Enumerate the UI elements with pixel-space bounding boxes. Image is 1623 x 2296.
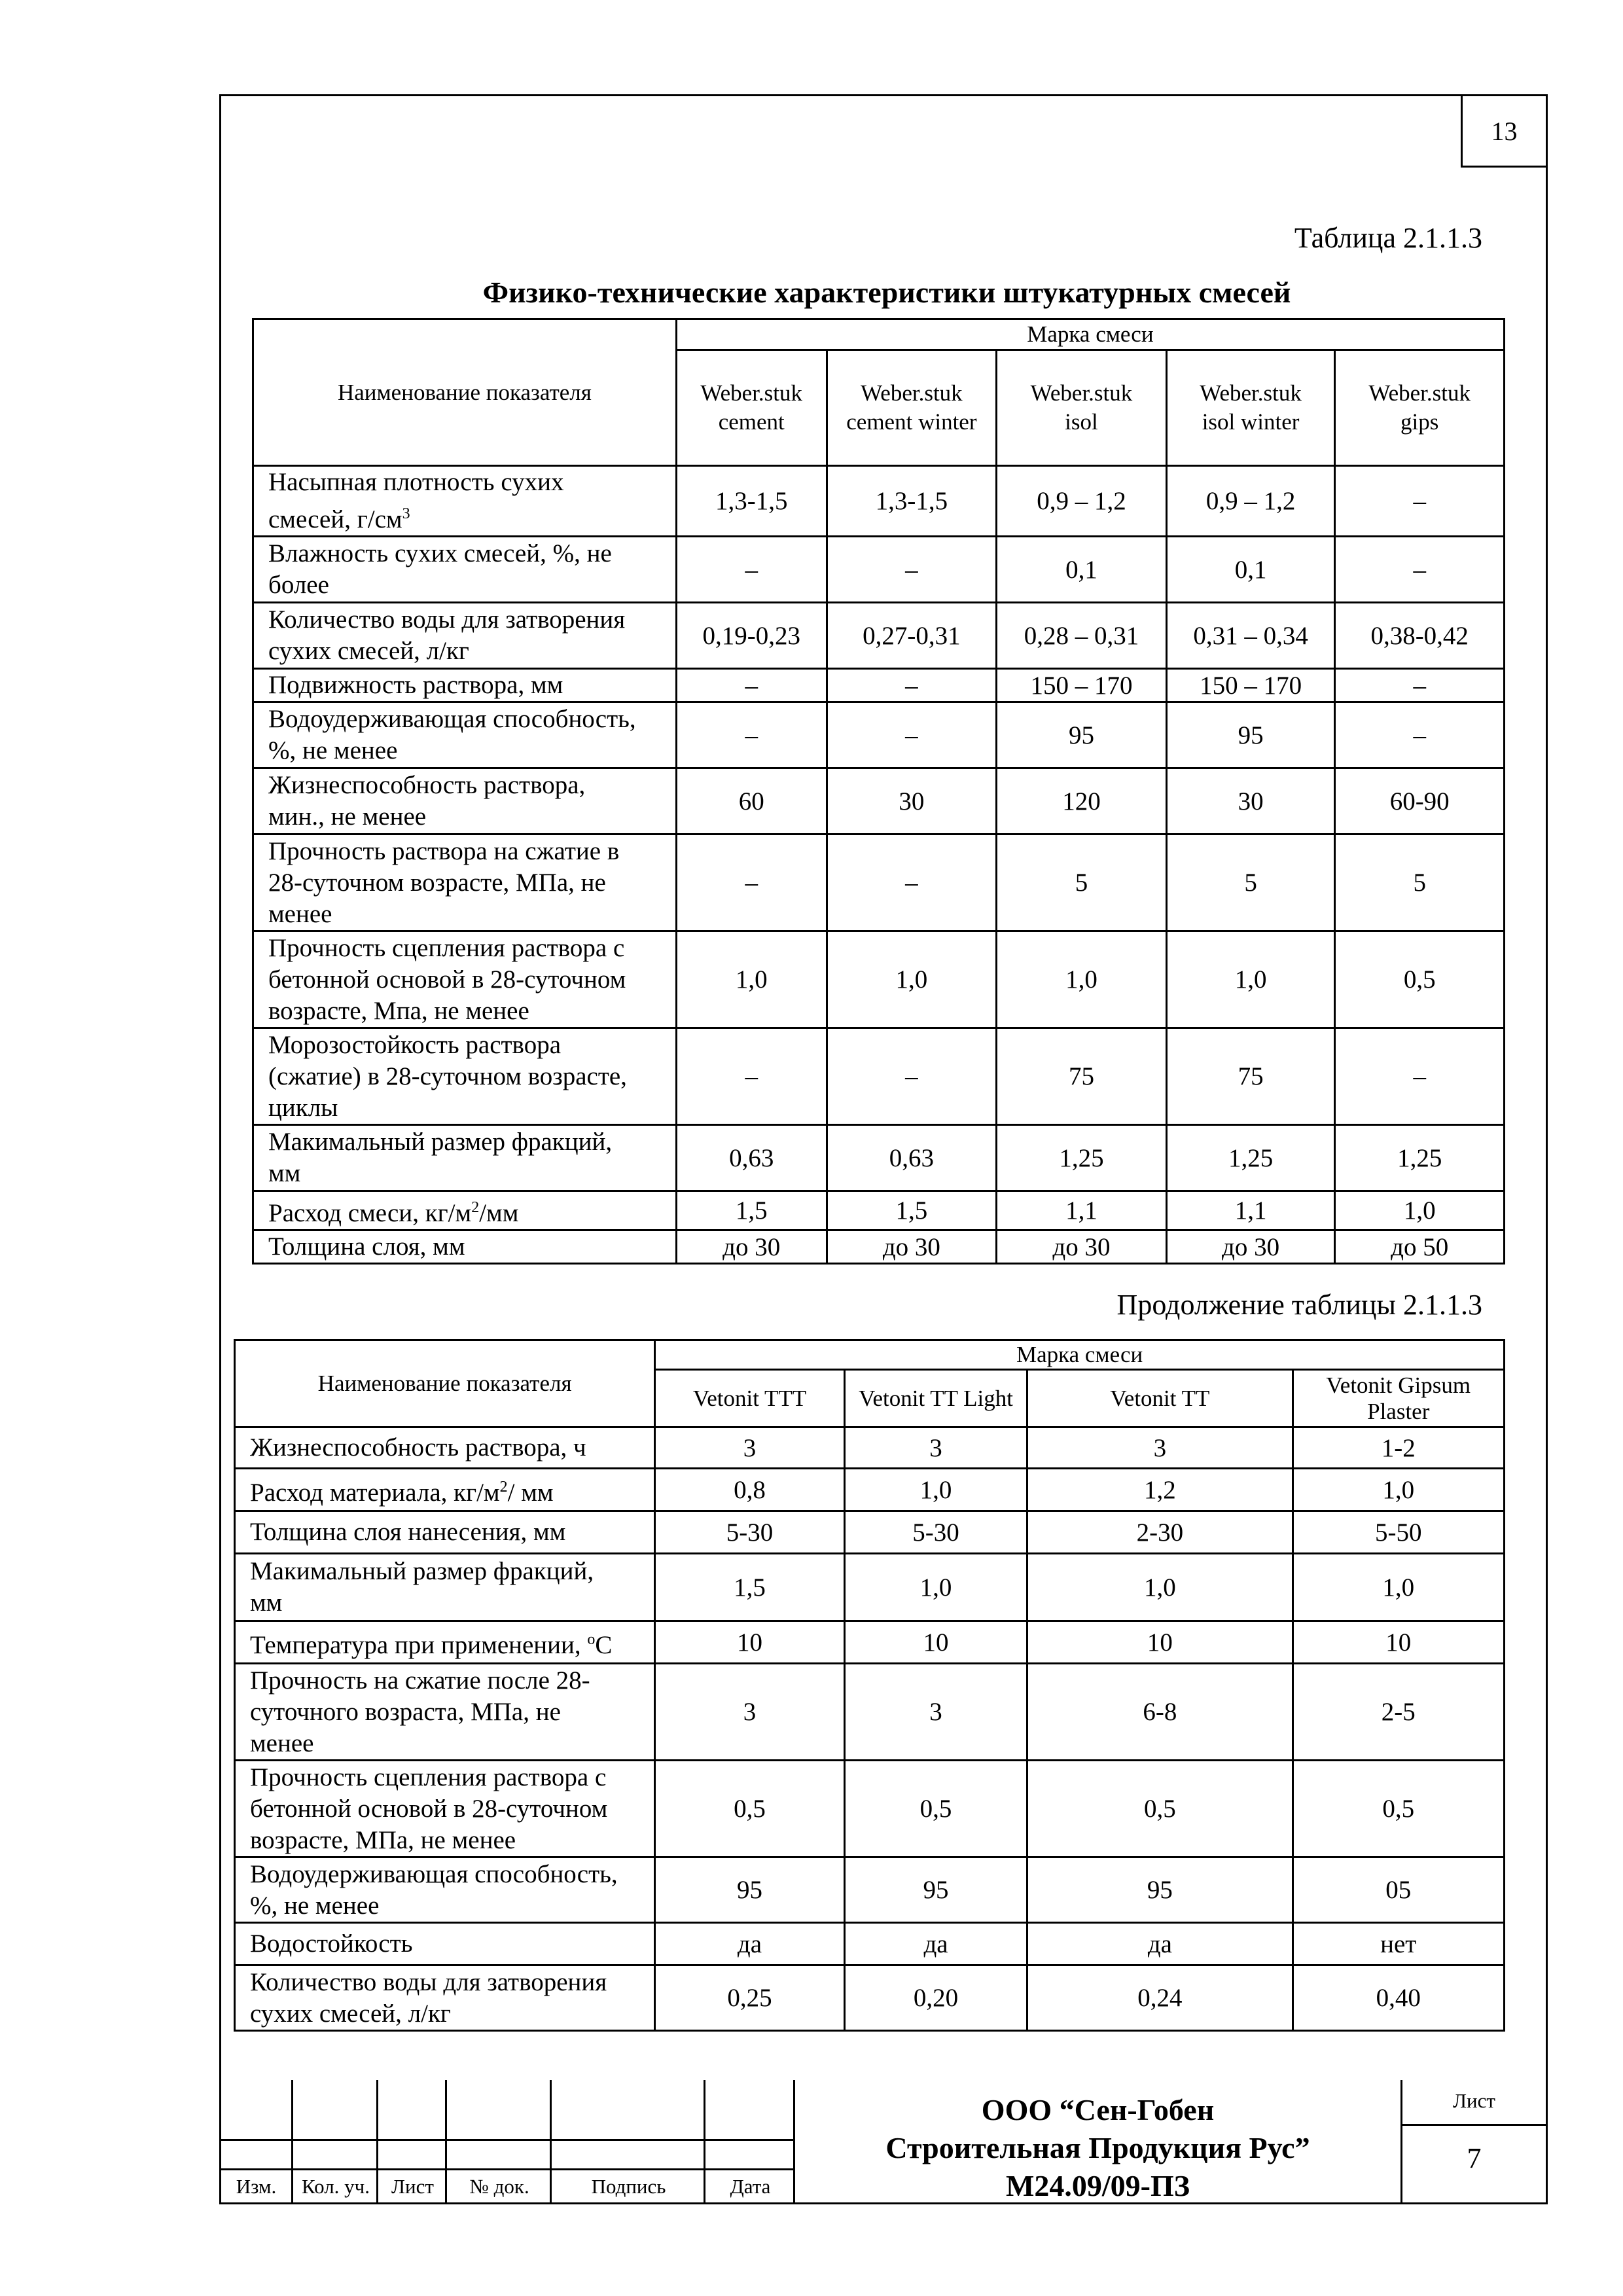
column-header-line: isol winter	[1202, 409, 1300, 435]
column-header-line: Vetonit TT Light	[859, 1385, 1013, 1411]
value-cell: 0,38-0,42	[1335, 603, 1505, 669]
value-cell: 2-5	[1293, 1664, 1505, 1761]
column-header	[827, 350, 997, 466]
table-row	[253, 537, 1505, 603]
value-cell: 0,1	[1166, 537, 1335, 603]
page-number: 13	[1461, 94, 1548, 168]
column-header	[655, 1370, 845, 1427]
stamp-label-signature: Подпись	[591, 2175, 666, 2198]
indicator-text: Расход смеси, кг/м	[268, 1199, 472, 1227]
indicator-name	[235, 1511, 655, 1554]
value-cell: 1,5	[655, 1554, 845, 1621]
value-cell: 1,0	[1166, 931, 1335, 1028]
value-cell: 1,5	[827, 1191, 997, 1230]
value-cell: 0,5	[1293, 1761, 1505, 1857]
indicator-text: Расход материала, кг/м	[250, 1478, 500, 1507]
superscript: 3	[402, 505, 410, 522]
column-header-line: Vetonit TT	[1110, 1385, 1210, 1411]
value-cell: 150 – 170	[997, 669, 1167, 702]
indicator-line: %, не менее	[268, 736, 398, 764]
value-cell: 5-30	[655, 1511, 845, 1554]
value-cell: 30	[1166, 768, 1335, 834]
value-cell: 3	[655, 1427, 845, 1469]
indicator-name	[253, 537, 677, 603]
value-cell: –	[676, 669, 827, 702]
value-cell: 1,0	[1027, 1554, 1293, 1621]
header-row	[253, 319, 1505, 350]
indicator-text: / мм	[507, 1478, 554, 1507]
indicator-name	[253, 1125, 677, 1191]
indicator-line: Водоудерживающая способность,	[268, 705, 636, 733]
value-cell: 0,63	[676, 1125, 827, 1191]
indicator-line: Влажность сухих смесей, %, не	[268, 539, 612, 567]
company-name	[795, 2091, 1400, 2205]
column-header-line: Weber.stuk	[861, 380, 963, 406]
indicator-text: смесей, г/см	[268, 505, 402, 533]
company-line-1: ООО “Сен-Гобен	[981, 2093, 1215, 2126]
indicator-line: Количество воды для затворения	[268, 605, 626, 634]
indicator-line: Толщина слоя, мм	[268, 1232, 465, 1261]
value-cell: –	[827, 1028, 997, 1125]
column-header-line: Weber.stuk	[1200, 380, 1302, 406]
value-cell: –	[827, 537, 997, 603]
sheet-label: Лист	[1453, 2089, 1495, 2112]
value-cell: –	[827, 702, 997, 768]
table-row	[253, 702, 1505, 768]
value-cell: 5	[1166, 834, 1335, 931]
value-cell: 0,5	[1027, 1761, 1293, 1857]
table-row	[235, 1923, 1505, 1965]
value-cell: 3	[844, 1664, 1027, 1761]
value-cell: 0,8	[655, 1469, 845, 1511]
value-cell: 0,25	[655, 1965, 845, 2031]
column-header-line: cement	[718, 409, 785, 435]
value-cell: 10	[844, 1621, 1027, 1664]
value-cell: 60-90	[1335, 768, 1505, 834]
table-row	[235, 1469, 1505, 1511]
indicator-line: менее	[250, 1729, 314, 1757]
indicator-name	[253, 702, 677, 768]
stamp-label-doc: № док.	[469, 2175, 529, 2198]
indicator-text: Температура при применении,	[250, 1630, 588, 1659]
indicator-name	[235, 1427, 655, 1469]
value-cell: 1,25	[1335, 1125, 1505, 1191]
stamp-label-date: Дата	[730, 2175, 771, 2198]
value-cell: 10	[1293, 1621, 1505, 1664]
table-row	[253, 768, 1505, 834]
indicator-line: %, не менее	[250, 1891, 380, 1920]
indicator-line: Морозостойкость раствора	[268, 1030, 562, 1059]
value-cell: 60	[676, 768, 827, 834]
table1	[252, 318, 1505, 1265]
table-row	[235, 1511, 1505, 1554]
indicator-line: более	[268, 571, 329, 599]
table-row	[253, 1028, 1505, 1125]
value-cell: 0,63	[827, 1125, 997, 1191]
value-cell: –	[1335, 669, 1505, 702]
indicator-name	[235, 1965, 655, 2031]
value-cell: 150 – 170	[1166, 669, 1335, 702]
indicator-line: возрасте, Мпа, не менее	[268, 996, 529, 1025]
indicator-name	[235, 1664, 655, 1761]
group-header: Марка смеси	[676, 319, 1504, 350]
group-header: Марка смеси	[655, 1340, 1505, 1370]
value-cell: 95	[1027, 1857, 1293, 1923]
value-cell: 5-50	[1293, 1511, 1505, 1554]
value-cell: –	[676, 702, 827, 768]
value-cell: до 30	[676, 1230, 827, 1264]
column-header-line: Weber.stuk	[1030, 380, 1133, 406]
value-cell: 95	[844, 1857, 1027, 1923]
value-cell: 1,0	[844, 1554, 1027, 1621]
table-row	[235, 1554, 1505, 1621]
table-row	[235, 1761, 1505, 1857]
indicator-name	[253, 466, 677, 537]
column-header-line: Weber.stuk	[700, 380, 803, 406]
value-cell: 0,9 – 1,2	[1166, 466, 1335, 537]
value-cell: 1,3-1,5	[827, 466, 997, 537]
indicator-name	[253, 603, 677, 669]
value-cell: –	[827, 834, 997, 931]
indicator-line: Количество воды для затворения	[250, 1967, 607, 1996]
company-line-2: Строительная Продукция Рус”	[885, 2131, 1310, 2164]
indicator-line: Жизнеспособность раствора,	[268, 771, 586, 799]
value-cell: 0,19-0,23	[676, 603, 827, 669]
table-row	[235, 1621, 1505, 1664]
indicator-line: суточного возраста, МПа, не	[250, 1697, 561, 1726]
indicator-line: Прочность сцепления раствора с	[250, 1763, 607, 1791]
indicator-name	[253, 1230, 677, 1264]
column-header	[676, 350, 827, 466]
value-cell: 1,3-1,5	[676, 466, 827, 537]
value-cell: да	[1027, 1923, 1293, 1965]
indicator-line: мм	[250, 1588, 283, 1617]
indicator-line: Водостойкость	[250, 1929, 413, 1958]
value-cell: 95	[655, 1857, 845, 1923]
indicator-name	[253, 1028, 677, 1125]
indicator-line: возрасте, МПа, не менее	[250, 1825, 516, 1854]
indicator-name	[235, 1469, 655, 1511]
column-header-line: Weber.stuk	[1368, 380, 1471, 406]
value-cell: 95	[997, 702, 1167, 768]
indicator-name	[253, 768, 677, 834]
indicator-line	[268, 498, 675, 535]
sheet-number: 7	[1467, 2142, 1482, 2174]
value-cell: 1,0	[676, 931, 827, 1028]
indicator-line: Прочность на сжатие после 28-	[250, 1666, 590, 1695]
value-cell: 0,20	[844, 1965, 1027, 2031]
column-header-line: gips	[1400, 409, 1439, 435]
value-cell: 0,5	[1335, 931, 1505, 1028]
value-cell: 1,25	[1166, 1125, 1335, 1191]
indicator-text: С	[595, 1630, 613, 1659]
value-cell: 10	[655, 1621, 845, 1664]
value-cell: –	[1335, 466, 1505, 537]
value-cell: 0,24	[1027, 1965, 1293, 2031]
column-header	[1335, 350, 1505, 466]
value-cell: 10	[1027, 1621, 1293, 1664]
indicator-line: бетонной основой в 28-суточном	[250, 1794, 608, 1823]
stamp-label-izm: Изм.	[236, 2175, 277, 2198]
value-cell: 1,25	[997, 1125, 1167, 1191]
value-cell: 0,9 – 1,2	[997, 466, 1167, 537]
indicator-line: Подвижность раствора, мм	[268, 671, 563, 699]
name-header: Наименование показателя	[253, 319, 677, 466]
value-cell: 1,5	[676, 1191, 827, 1230]
value-cell: 75	[1166, 1028, 1335, 1125]
value-cell: 1,0	[844, 1469, 1027, 1511]
column-header-line: isol	[1065, 409, 1098, 435]
value-cell: до 30	[827, 1230, 997, 1264]
value-cell: 0,28 – 0,31	[997, 603, 1167, 669]
value-cell: 6-8	[1027, 1664, 1293, 1761]
value-cell: 0,5	[844, 1761, 1027, 1857]
value-cell: 1,0	[1293, 1554, 1505, 1621]
value-cell: да	[655, 1923, 845, 1965]
value-cell: нет	[1293, 1923, 1505, 1965]
value-cell: –	[1335, 702, 1505, 768]
value-cell: до 30	[1166, 1230, 1335, 1264]
value-cell: 0,40	[1293, 1965, 1505, 2031]
column-header	[1166, 350, 1335, 466]
column-header	[844, 1370, 1027, 1427]
table1-title: Физико-технические характеристики штукатурных смесей	[482, 276, 1291, 309]
table1-caption: Таблица 2.1.1.3	[1294, 222, 1482, 254]
indicator-line: Прочность раствора на сжатие в	[268, 836, 620, 865]
indicator-line: Макимальный размер фракций,	[268, 1128, 613, 1156]
table-row	[253, 669, 1505, 702]
indicator-line: 28-суточном возрасте, МПа, не	[268, 868, 606, 897]
table-row	[253, 466, 1505, 537]
document-code: М24.09/09-ПЗ	[1005, 2169, 1190, 2202]
table-row	[235, 1664, 1505, 1761]
value-cell: 1,0	[1335, 1191, 1505, 1230]
table-row	[253, 834, 1505, 931]
value-cell: –	[676, 537, 827, 603]
indicator-line: мм	[268, 1159, 301, 1187]
value-cell: 95	[1166, 702, 1335, 768]
column-header-line: cement winter	[846, 409, 977, 435]
value-cell: 1,0	[827, 931, 997, 1028]
value-cell: 1,0	[1293, 1469, 1505, 1511]
superscript: 2	[499, 1478, 508, 1496]
indicator-line: сухих смесей, л/кг	[250, 1999, 451, 2028]
table-row	[253, 1230, 1505, 1264]
value-cell: да	[844, 1923, 1027, 1965]
indicator-line: Прочность сцепления раствора с	[268, 933, 625, 962]
indicator-line: циклы	[268, 1093, 338, 1122]
value-cell: 5	[1335, 834, 1505, 931]
indicator-name	[235, 1761, 655, 1857]
indicator-name	[253, 931, 677, 1028]
indicator-line: бетонной основой в 28-суточном	[268, 965, 626, 994]
indicator-name	[253, 669, 677, 702]
value-cell: 5-30	[844, 1511, 1027, 1554]
value-cell: 75	[997, 1028, 1167, 1125]
value-cell: 1,1	[1166, 1191, 1335, 1230]
value-cell: 30	[827, 768, 997, 834]
table-row	[235, 1427, 1505, 1469]
column-header-line: Vetonit Gipsum	[1326, 1372, 1471, 1398]
indicator-line: сухих смесей, л/кг	[268, 637, 469, 665]
indicator-line: мин., не менее	[268, 802, 427, 831]
value-cell: 3	[844, 1427, 1027, 1469]
table-row	[235, 1857, 1505, 1923]
value-cell: 5	[997, 834, 1167, 931]
table2	[234, 1339, 1505, 2032]
table-row	[253, 1125, 1505, 1191]
value-cell: 1-2	[1293, 1427, 1505, 1469]
indicator-line: Насыпная плотность сухих	[268, 468, 564, 496]
value-cell: 1,2	[1027, 1469, 1293, 1511]
indicator-line: Макимальный размер фракций,	[250, 1557, 594, 1585]
indicator-name	[235, 1554, 655, 1621]
value-cell: до 30	[997, 1230, 1167, 1264]
indicator-line: (сжатие) в 28-суточном возрасте,	[268, 1062, 627, 1090]
value-cell: –	[827, 669, 997, 702]
column-header	[1027, 1370, 1293, 1427]
superscript: 2	[471, 1199, 480, 1216]
indicator-text: /мм	[479, 1199, 519, 1227]
value-cell: 120	[997, 768, 1167, 834]
stamp-label-kol-uch: Кол. уч.	[301, 2175, 370, 2198]
header-row	[235, 1340, 1505, 1370]
value-cell: 2-30	[1027, 1511, 1293, 1554]
table-row	[253, 603, 1505, 669]
indicator-name	[253, 834, 677, 931]
column-header-line: Plaster	[1367, 1398, 1430, 1424]
value-cell: –	[1335, 1028, 1505, 1125]
column-header	[1293, 1370, 1505, 1427]
stamp-label-list: Лист	[391, 2175, 434, 2198]
indicator-line: Толщина слоя нанесения, мм	[250, 1518, 566, 1546]
value-cell: 1,0	[997, 931, 1167, 1028]
value-cell: 0,27-0,31	[827, 603, 997, 669]
value-cell: 05	[1293, 1857, 1505, 1923]
indicator-name	[235, 1857, 655, 1923]
value-cell: 0,1	[997, 537, 1167, 603]
value-cell: до 50	[1335, 1230, 1505, 1264]
indicator-line: Жизнеспособность раствора, ч	[250, 1433, 586, 1462]
value-cell: 0,5	[655, 1761, 845, 1857]
indicator-line: Водоудерживающая способность,	[250, 1859, 618, 1888]
column-header-line: Vetonit TTT	[692, 1385, 807, 1411]
indicator-name	[253, 1191, 677, 1230]
value-cell: –	[676, 834, 827, 931]
indicator-name	[235, 1923, 655, 1965]
value-cell: –	[676, 1028, 827, 1125]
table-row	[253, 931, 1505, 1028]
column-header	[997, 350, 1167, 466]
superscript: о	[587, 1630, 596, 1648]
name-header: Наименование показателя	[235, 1340, 655, 1427]
value-cell: 1,1	[997, 1191, 1167, 1230]
table-row	[253, 1191, 1505, 1230]
value-cell: 0,31 – 0,34	[1166, 603, 1335, 669]
indicator-line: менее	[268, 899, 332, 928]
table-row	[235, 1965, 1505, 2031]
indicator-name	[235, 1621, 655, 1664]
value-cell: 3	[655, 1664, 845, 1761]
value-cell: –	[1335, 537, 1505, 603]
table2-caption: Продолжение таблицы 2.1.1.3	[1116, 1289, 1482, 1321]
value-cell: 3	[1027, 1427, 1293, 1469]
